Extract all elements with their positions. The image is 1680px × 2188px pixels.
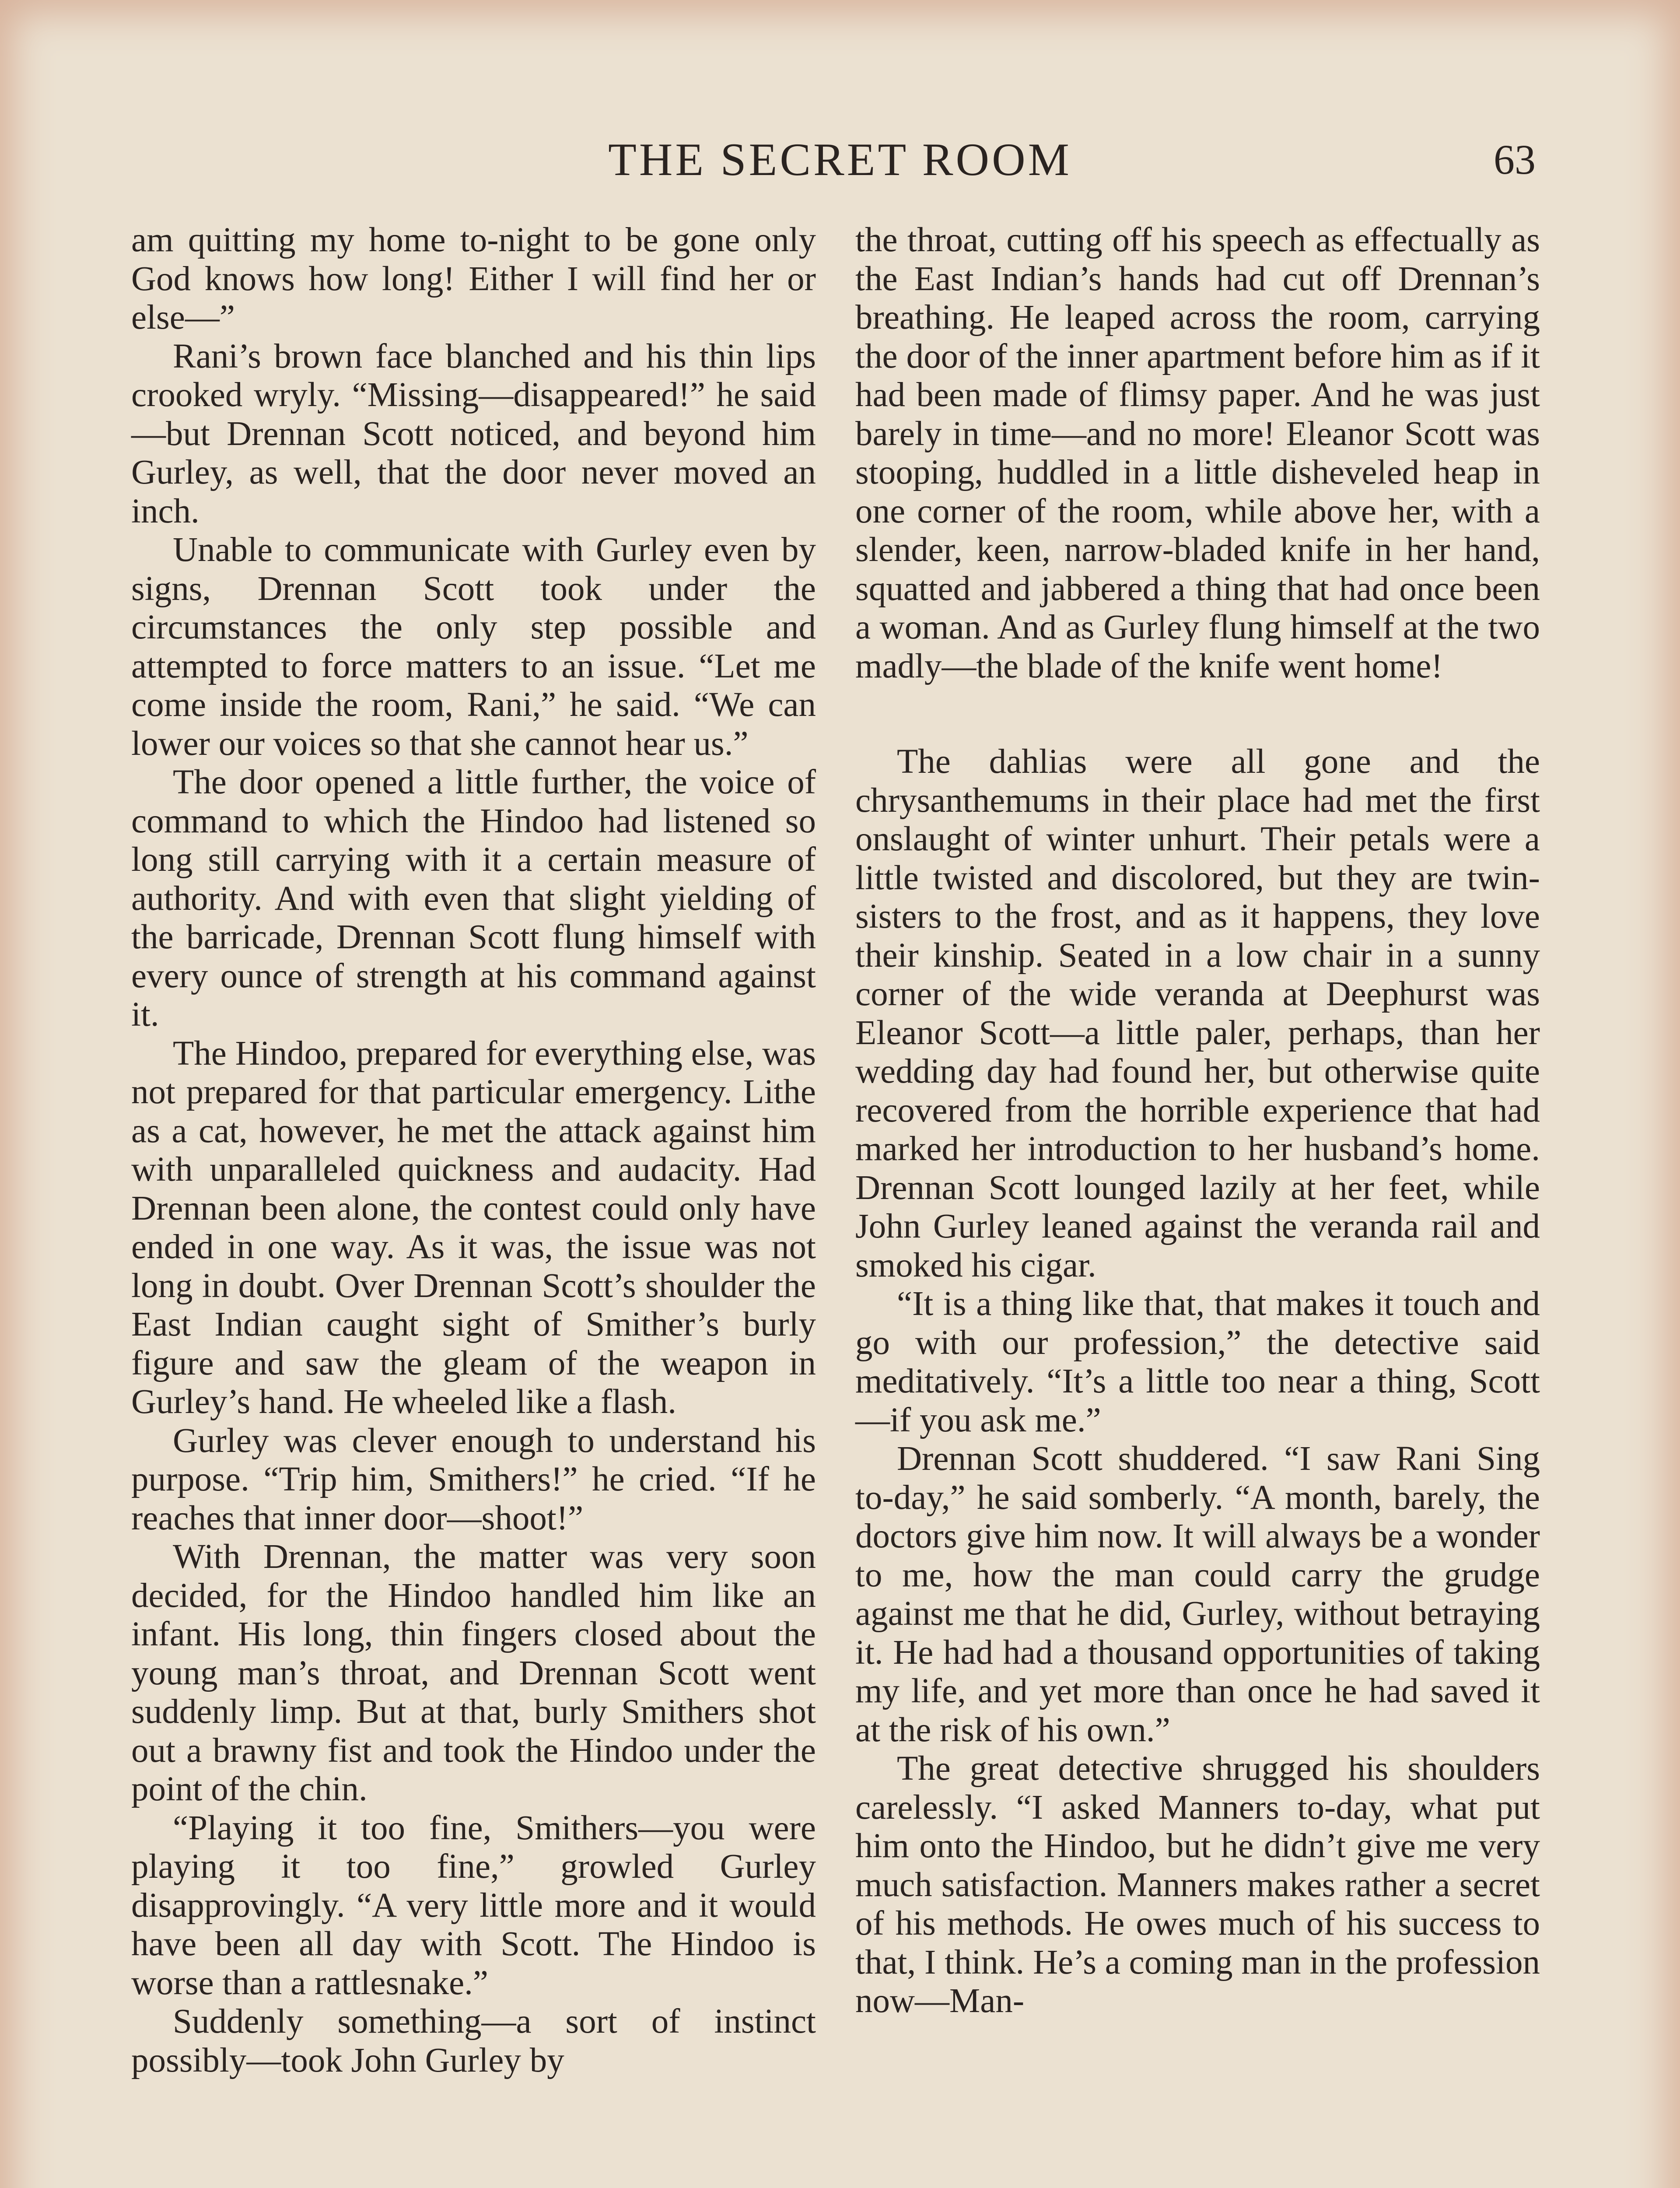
paragraph: Drennan Scott shuddered. “I saw Rani Sing to-day,” he said somberly. “A month, barely, the doctors give him now. It will always be a wonder to me, how the man could carry the grudge against me that he did, Gurley, without betraying it. He had had a thousand opportunities of taking my life, and yet more than once he had saved it at the risk of his own.” bbox=[855, 1440, 1540, 1749]
right-column bbox=[855, 221, 1540, 2021]
paragraph: The great detective shrugged his shoulders carelessly. “I asked Manners to-day, what put him onto the Hindoo, but he didn’t give me very much satisfaction. Manners makes rather a secret of his methods. He owes much of his success to that, I think. He’s a coming man in the profession now—Man- bbox=[855, 1750, 1540, 2020]
left-column bbox=[131, 221, 816, 2080]
running-title: THE SECRET ROOM bbox=[608, 134, 1072, 185]
paragraph: Suddenly something—a sort of instinct possibly—took John Gurley by bbox=[131, 2002, 816, 2079]
paragraph: “It is a thing like that, that makes it touch and go with our profession,” the detective said meditatively. “It’s a little too near a thing, Scott—if you ask me.” bbox=[855, 1285, 1540, 1439]
paragraph: With Drennan, the matter was very soon decided, for the Hindoo handled him like an infant. His long, thin fingers closed about the young man’s throat, and Drennan Scott went suddenly limp. But at that, burly Smithers shot out a brawny fist and took the Hindoo under the point of the chin. bbox=[131, 1538, 816, 1808]
paragraph: The Hindoo, prepared for everything else, was not prepared for that particular emergency. Lithe as a cat, however, he met the attack against him with unparalleled quickness and audacity. Had Drennan been alone, the contest could only have ended in one way. As it was, the issue was not long in doubt. Over Drennan Scott’s shoulder the East Indian caught sight of Smither’s burly figure and saw the gleam of the weapon in Gurley’s hand. He wheeled like a flash. bbox=[131, 1034, 816, 1421]
paragraph: Gurley was clever enough to understand his purpose. “Trip him, Smithers!” he cried. “If he reaches that inner door—shoot!” bbox=[131, 1421, 816, 1537]
page-header bbox=[0, 127, 1680, 193]
paragraph: The door opened a little further, the voice of command to which the Hindoo had listened so long still carrying with it a certain measure of authority. And with even that slight yielding of the barricade, Drennan Scott flung himself with every ounce of strength at his command against it. bbox=[131, 763, 816, 1034]
paragraph: am quitting my home to-night to be gone only God knows how long! Either I will find her or else—” bbox=[131, 221, 816, 337]
paragraph: Rani’s brown face blanched and his thin lips crooked wryly. “Missing—disappeared!” he said—but Drennan Scott noticed, and beyond him Gurley, as well, that the door never moved an inch. bbox=[131, 337, 816, 530]
page-number: 63 bbox=[1494, 136, 1536, 183]
paragraph: Unable to communicate with Gurley even by signs, Drennan Scott took under the circumstances the only step possible and attempted to force matters to an issue. “Let me come inside the room, Rani,” he said. “We can lower our voices so that she cannot hear us.” bbox=[131, 531, 816, 763]
paragraph: the throat, cutting off his speech as effectually as the East Indian’s hands had cut off Drennan’s breathing. He leaped across the room, carrying the door of the inner apartment before him as if it had been made of flimsy paper. And he was just barely in time—and no more! Eleanor Scott was stooping, huddled in a little disheveled heap in one corner of the room, while above her, with a slender, keen, narrow-bladed knife in her hand, squatted and jabbered a thing that had once been a woman. And as Gurley flung himself at the two madly—the blade of the knife went home! bbox=[855, 221, 1540, 685]
paragraph: The dahlias were all gone and the chrysanthemums in their place had met the first onslaught of winter unhurt. Their petals were a little twisted and discolored, but they are twin-sisters to the frost, and as it happens, they love their kinship. Seated in a low chair in a sunny corner of the wide veranda at Deephurst was Eleanor Scott—a little paler, perhaps, than her wedding day had found her, but otherwise quite recovered from the horrible experience that had marked her introduction to her husband’s home. Drennan Scott lounged lazily at her feet, while John Gurley leaned against the veranda rail and smoked his cigar. bbox=[855, 743, 1540, 1284]
paragraph: “Playing it too fine, Smithers—you were playing it too fine,” growled Gurley disapprovingly. “A very little more and it would have been all day with Scott. The Hindoo is worse than a rattlesnake.” bbox=[131, 1809, 816, 2002]
